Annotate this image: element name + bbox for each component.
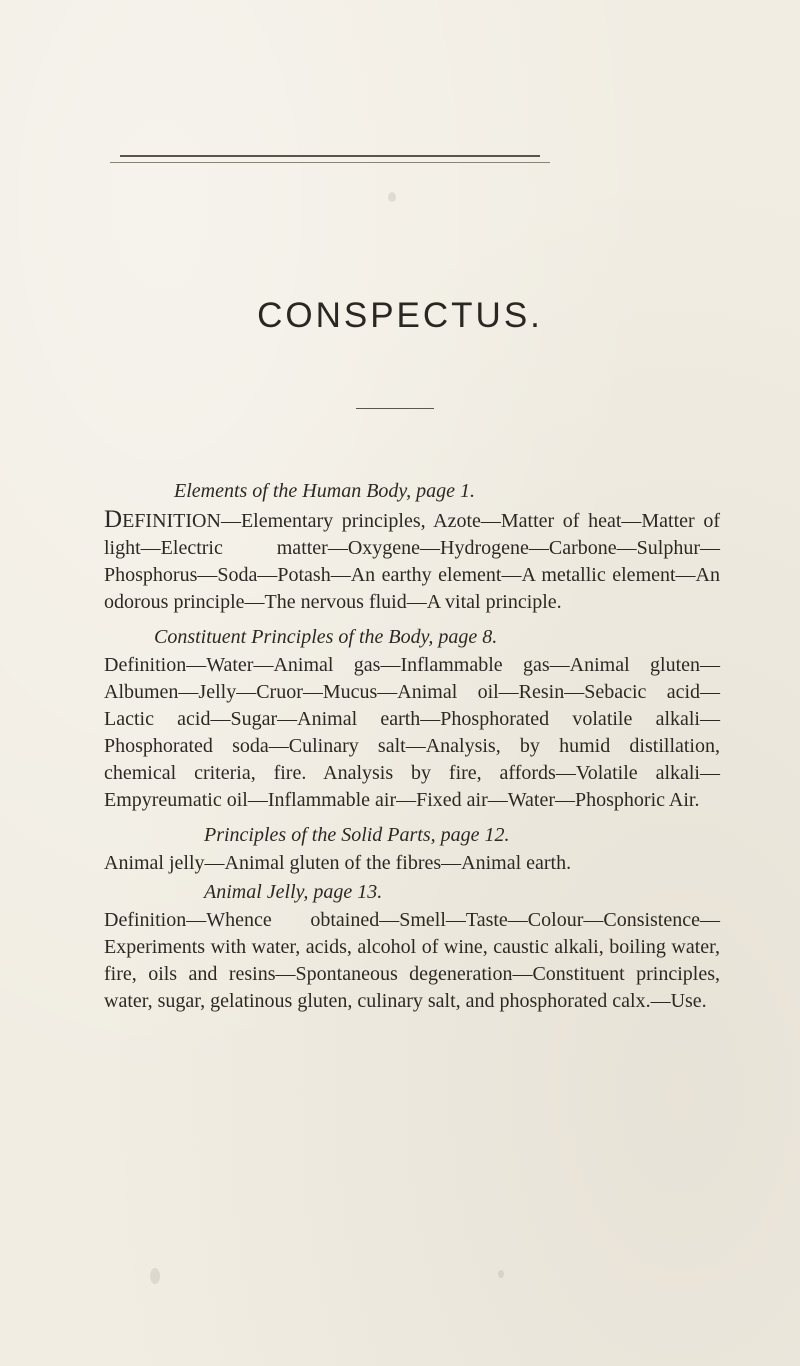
heading-divider: [356, 408, 434, 409]
section-body-text: —Elementary principles, Azote—Matter of heat—Matter of light—Electric matter—Oxygene—Hydrogene—Carbone—Sulphur—Phosphorus—Soda—Potash—An earthy element—A metallic element—An odorous principle—The nervous fluid—A vital principle.: [104, 510, 720, 613]
ink-smudge: [498, 1270, 504, 1278]
section-title: Elements of the Human Body, page 1.: [174, 480, 476, 502]
ink-smudge: [150, 1268, 160, 1284]
header-rule-thin: [110, 162, 550, 163]
conspectus-text: [104, 476, 720, 1015]
page-heading: CONSPECTUS.: [257, 296, 543, 335]
drop-letter: D: [104, 506, 123, 533]
section-title: Animal Jelly, page 13.: [204, 881, 383, 903]
section-body: Definition—Water—Animal gas—Inflammable gas—Animal gluten—Albumen—Jelly—Cruor—Mucus—Animal oil—Resin—Sebacic acid—Lactic acid—Sugar—Animal earth—Phosphorated volatile alkali—Phosphorated soda—Culinary salt—Analysis, by humid distillation, chemical criteria, fire. Analysis by fire, affords—Volatile alkali—Empyreumatic oil—Inflammable air—Fixed air—Water—Phosphoric Air.: [104, 654, 720, 811]
lead-word-rest: EFINITION: [122, 510, 221, 532]
section-body: [104, 506, 720, 616]
section-title: Constituent Principles of the Body, page 8.: [154, 626, 498, 648]
section-body: Animal jelly—Animal gluten of the fibres—Animal earth.: [104, 852, 572, 874]
section-body: Definition—Whence obtained—Smell—Taste—Colour—Consistence—Experiments with water, acids, alcohol of wine, caustic alkali, boiling water, fire, oils and resins—Spontaneous degeneration—Constituent principles, water, sugar, gelatinous gluten, culinary salt, and phosphorated calx.—Use.: [104, 909, 720, 1012]
section-title: Principles of the Solid Parts, page 12.: [204, 824, 510, 846]
ink-smudge: [388, 192, 396, 202]
header-rule: [120, 155, 540, 157]
